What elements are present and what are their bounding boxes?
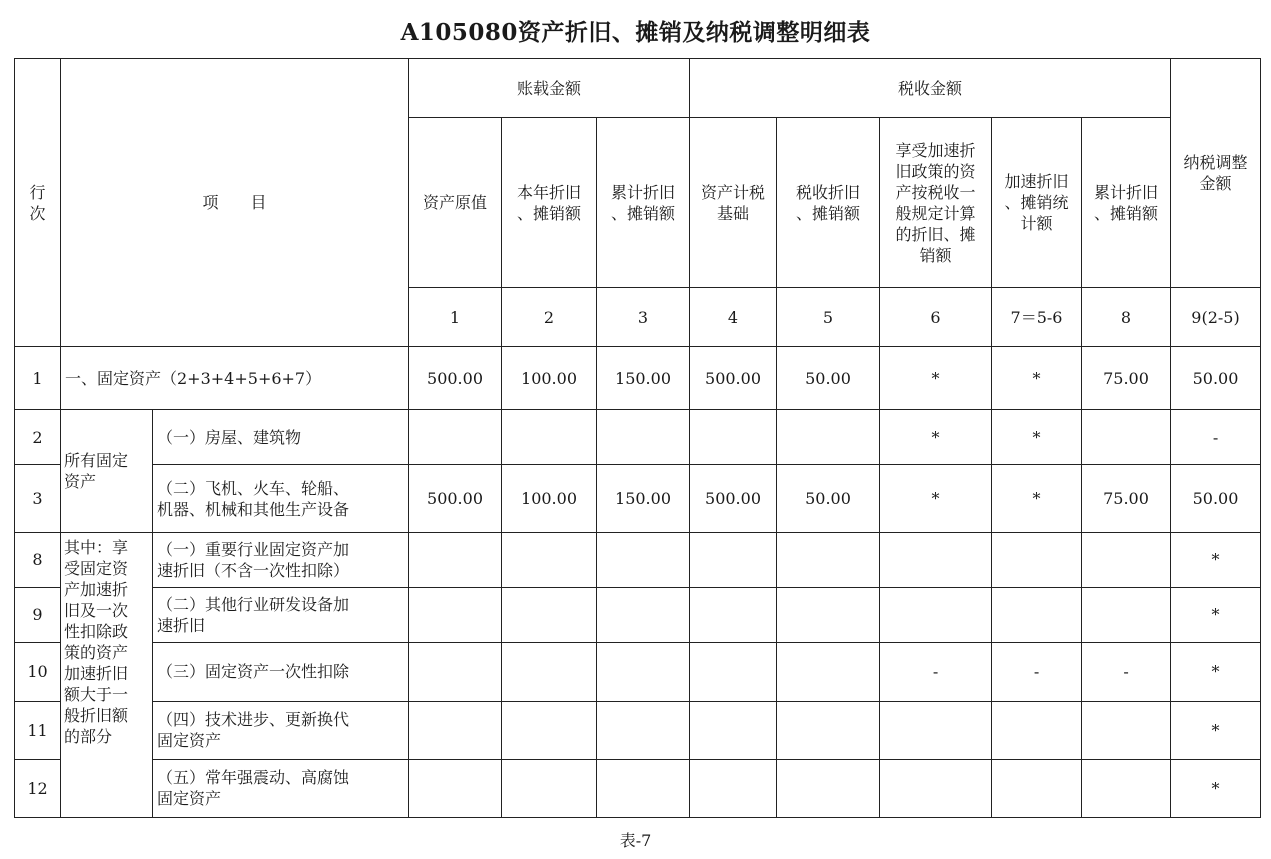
table-row <box>15 701 1261 759</box>
cell-col-1 <box>409 587 502 642</box>
table-row <box>15 642 1261 701</box>
cell-col-7 <box>992 759 1082 817</box>
cell-col-9: 50.00 <box>1171 465 1261 532</box>
header-col-number: 2 <box>502 288 597 347</box>
group-label-all-fixed-assets: 所有固定 资产 <box>61 410 153 532</box>
header-col-number: 7＝5-6 <box>992 288 1082 347</box>
cell-col-9: * <box>1171 642 1261 701</box>
row-number: 11 <box>15 701 61 759</box>
cell-col-6 <box>880 701 992 759</box>
cell-col-1 <box>409 701 502 759</box>
row-label: （五）常年强震动、高腐蚀 固定资产 <box>153 759 409 817</box>
cell-col-2: 100.00 <box>502 347 597 410</box>
cell-col-6: * <box>880 410 992 465</box>
cell-col-8: 75.00 <box>1082 347 1171 410</box>
cell-col-1: 500.00 <box>409 465 502 532</box>
cell-col-6 <box>880 587 992 642</box>
cell-col-4: 500.00 <box>690 347 777 410</box>
cell-col-4 <box>690 701 777 759</box>
group-label-accelerated: 其中：享 受固定资 产加速折 旧及一次 性扣除政 策的资产 加速折旧 额大于一 般折旧额 的部分 <box>61 532 153 817</box>
cell-col-7: * <box>992 347 1082 410</box>
header-item: 项 目 <box>61 59 409 347</box>
row-label: （二）其他行业研发设备加 速折旧 <box>153 587 409 642</box>
cell-col-7 <box>992 532 1082 587</box>
header-col-1: 资产原值 <box>409 118 502 288</box>
header-col-number: 8 <box>1082 288 1171 347</box>
cell-col-7 <box>992 701 1082 759</box>
cell-col-6: - <box>880 642 992 701</box>
cell-col-5: 50.00 <box>777 465 880 532</box>
cell-col-6 <box>880 532 992 587</box>
cell-col-2 <box>502 410 597 465</box>
cell-col-9: 50.00 <box>1171 347 1261 410</box>
cell-col-2 <box>502 532 597 587</box>
cell-col-8 <box>1082 701 1171 759</box>
cell-col-2 <box>502 587 597 642</box>
cell-col-4 <box>690 642 777 701</box>
cell-col-4: 500.00 <box>690 465 777 532</box>
header-col-4: 资产计税 基础 <box>690 118 777 288</box>
cell-col-8 <box>1082 759 1171 817</box>
cell-col-8: 75.00 <box>1082 465 1171 532</box>
row-number: 9 <box>15 587 61 642</box>
cell-col-6 <box>880 759 992 817</box>
cell-col-8 <box>1082 587 1171 642</box>
row-label: （四）技术进步、更新换代 固定资产 <box>153 701 409 759</box>
cell-col-7: - <box>992 642 1082 701</box>
header-col-number: 6 <box>880 288 992 347</box>
cell-col-5: 50.00 <box>777 347 880 410</box>
cell-col-2: 100.00 <box>502 465 597 532</box>
cell-col-5 <box>777 701 880 759</box>
cell-col-5 <box>777 587 880 642</box>
row-label: （一）重要行业固定资产加 速折旧（不含一次性扣除） <box>153 532 409 587</box>
header-col-2: 本年折旧 、摊销额 <box>502 118 597 288</box>
row-number: 12 <box>15 759 61 817</box>
cell-col-3 <box>597 701 690 759</box>
row-number: 8 <box>15 532 61 587</box>
cell-col-2 <box>502 759 597 817</box>
row-number: 1 <box>15 347 61 410</box>
header-tax-amount: 税收金额 <box>690 59 1171 118</box>
header-col-number: 3 <box>597 288 690 347</box>
cell-col-6: * <box>880 347 992 410</box>
cell-col-3 <box>597 410 690 465</box>
cell-col-3 <box>597 587 690 642</box>
header-col-6: 享受加速折 旧政策的资 产按税收一 般规定计算 的折旧、摊 销额 <box>880 118 992 288</box>
header-col-number: 5 <box>777 288 880 347</box>
table-footer: 表-7 <box>619 831 652 850</box>
cell-col-1 <box>409 642 502 701</box>
cell-col-5 <box>777 410 880 465</box>
cell-col-7 <box>992 587 1082 642</box>
table-row <box>15 410 1261 465</box>
table-row <box>15 759 1261 817</box>
cell-col-4 <box>690 587 777 642</box>
cell-col-1: 500.00 <box>409 347 502 410</box>
header-book-amount: 账载金额 <box>409 59 690 118</box>
cell-col-9: * <box>1171 587 1261 642</box>
cell-col-9: * <box>1171 701 1261 759</box>
cell-col-9: - <box>1171 410 1261 465</box>
depreciation-table <box>14 58 1261 818</box>
table-row <box>15 347 1261 410</box>
cell-col-3 <box>597 642 690 701</box>
row-label: （二）飞机、火车、轮船、 机器、机械和其他生产设备 <box>153 465 409 532</box>
cell-col-8: - <box>1082 642 1171 701</box>
cell-col-5 <box>777 642 880 701</box>
header-col-number: 4 <box>690 288 777 347</box>
cell-col-6: * <box>880 465 992 532</box>
cell-col-3 <box>597 532 690 587</box>
row-label: （一）房屋、建筑物 <box>153 410 409 465</box>
cell-col-4 <box>690 759 777 817</box>
row-label: （三）固定资产一次性扣除 <box>153 642 409 701</box>
header-col-number: 9(2-5) <box>1171 288 1261 347</box>
cell-col-9: * <box>1171 532 1261 587</box>
header-col-number: 1 <box>409 288 502 347</box>
cell-col-4 <box>690 410 777 465</box>
table-row <box>15 465 1261 532</box>
cell-col-7: * <box>992 465 1082 532</box>
cell-col-3 <box>597 759 690 817</box>
cell-col-1 <box>409 532 502 587</box>
cell-col-7: * <box>992 410 1082 465</box>
cell-col-8 <box>1082 532 1171 587</box>
table-row <box>15 587 1261 642</box>
cell-col-2 <box>502 642 597 701</box>
cell-col-5 <box>777 532 880 587</box>
cell-col-5 <box>777 759 880 817</box>
header-tax-adjustment: 纳税调整 金额 <box>1171 59 1261 288</box>
header-row-number: 行 次 <box>15 59 61 347</box>
page-title: A105080资产折旧、摊销及纳税调整明细表 <box>400 19 871 46</box>
row-label: 一、固定资产（2+3+4+5+6+7） <box>61 347 409 410</box>
header-col-3: 累计折旧 、摊销额 <box>597 118 690 288</box>
cell-col-2 <box>502 701 597 759</box>
header-col-8: 累计折旧 、摊销额 <box>1082 118 1171 288</box>
cell-col-3: 150.00 <box>597 347 690 410</box>
row-number: 10 <box>15 642 61 701</box>
row-number: 3 <box>15 465 61 532</box>
cell-col-4 <box>690 532 777 587</box>
cell-col-9: * <box>1171 759 1261 817</box>
row-number: 2 <box>15 410 61 465</box>
cell-col-3: 150.00 <box>597 465 690 532</box>
table-row <box>15 532 1261 587</box>
cell-col-8 <box>1082 410 1171 465</box>
cell-col-1 <box>409 410 502 465</box>
header-col-7: 加速折旧 、摊销统 计额 <box>992 118 1082 288</box>
cell-col-1 <box>409 759 502 817</box>
header-col-5: 税收折旧 、摊销额 <box>777 118 880 288</box>
